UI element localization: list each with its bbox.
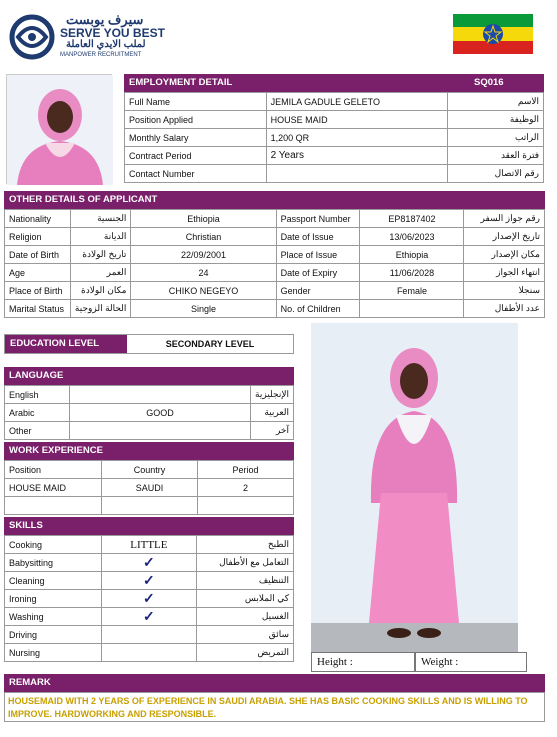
table-row [5, 572, 294, 590]
skills-section [4, 517, 294, 662]
skill-name-arabic: كي الملابس [197, 590, 294, 608]
education-section [4, 334, 294, 354]
table-row [5, 497, 294, 515]
logo-emblem-icon [8, 14, 56, 60]
table-row [5, 282, 545, 300]
field-label: Contract Period [125, 147, 267, 165]
field-label: Age [5, 264, 71, 282]
education-value: SECONDARY LEVEL [165, 339, 255, 349]
table-row [5, 246, 545, 264]
table-cell [5, 497, 102, 515]
field-label-arabic: انتهاء الجواز [464, 264, 545, 282]
skill-name-arabic: التنظيف [197, 572, 294, 590]
field-label-arabic: الحالة الزوجية [70, 300, 131, 318]
field-value: HOUSE MAID [266, 111, 448, 129]
employment-detail-section [124, 74, 544, 183]
logo-arabic-sub: لملب الايدي العاملة [66, 39, 146, 50]
employment-table [124, 92, 544, 183]
skill-name-arabic: التمريض [197, 644, 294, 662]
language-name-arabic: آخر [251, 422, 294, 440]
company-logo [8, 12, 168, 62]
field-label: Date of Issue [276, 228, 360, 246]
measurements [311, 652, 527, 672]
full-body-photo [311, 323, 518, 652]
field-label: Marital Status [5, 300, 71, 318]
table-row [5, 404, 294, 422]
education-label: EDUCATION LEVEL [5, 335, 127, 353]
field-label: Full Name [125, 93, 267, 111]
skill-name-arabic: الغسيل [197, 608, 294, 626]
table-row [5, 264, 545, 282]
field-value: 24 [131, 264, 276, 282]
table-row [5, 228, 545, 246]
skill-name-arabic: الطبخ [197, 536, 294, 554]
logo-arabic: سيرف يوبست [66, 12, 144, 27]
table-row [5, 554, 294, 572]
work-experience-section [4, 442, 294, 515]
language-table [4, 385, 294, 440]
table-row [125, 93, 544, 111]
skill-name: Cooking [5, 536, 102, 554]
table-cell: HOUSE MAID [5, 479, 102, 497]
language-section [4, 367, 294, 440]
field-label: Date of Birth [5, 246, 71, 264]
field-value: Single [131, 300, 276, 318]
skill-name-arabic: سائق [197, 626, 294, 644]
column-header: Position [5, 461, 102, 479]
reference-code: SQ016 [474, 77, 504, 88]
ethiopia-flag-icon [453, 14, 533, 54]
field-value: JEMILA GADULE GELETO [266, 93, 448, 111]
table-cell [198, 497, 294, 515]
work-experience-table [4, 460, 294, 515]
table-row [125, 129, 544, 147]
field-value: Ethiopia [131, 210, 276, 228]
field-label-arabic: عدد الأطفال [464, 300, 545, 318]
remark-title: REMARK [4, 674, 545, 692]
field-value: 1,200 QR [266, 129, 448, 147]
language-level: GOOD [70, 404, 251, 422]
field-label: Contact Number [125, 165, 267, 183]
skill-level [101, 626, 197, 644]
field-value: Ethiopia [360, 246, 464, 264]
table-row [125, 111, 544, 129]
checkmark-icon: ✓ [101, 608, 197, 626]
field-value: 13/06/2023 [360, 228, 464, 246]
applicant-photo [6, 74, 112, 184]
column-header: Country [102, 461, 198, 479]
table-row [5, 300, 545, 318]
skill-name: Driving [5, 626, 102, 644]
language-title: LANGUAGE [4, 367, 294, 385]
language-name: Other [5, 422, 70, 440]
weight-field [415, 652, 527, 672]
table-row [5, 590, 294, 608]
remark-section [4, 674, 545, 722]
field-value [266, 165, 448, 183]
field-label-arabic: سنجلا [464, 282, 545, 300]
field-label-arabic: رقم الاتصال [448, 165, 544, 183]
field-label: Passport Number [276, 210, 360, 228]
field-label-arabic: مكان الإصدار [464, 246, 545, 264]
work-experience-title: WORK EXPERIENCE [4, 442, 294, 460]
language-level [70, 386, 251, 404]
field-value: 22/09/2001 [131, 246, 276, 264]
field-label: No. of Children [276, 300, 360, 318]
skill-name: Cleaning [5, 572, 102, 590]
weight-label: Weight : [421, 656, 459, 668]
other-details-section [4, 191, 545, 318]
other-details-title: OTHER DETAILS OF APPLICANT [4, 191, 545, 209]
logo-name: SERVE YOU BEST [60, 26, 165, 40]
field-label-arabic: مكان الولادة [70, 282, 131, 300]
field-value: Female [360, 282, 464, 300]
field-label: Place of Issue [276, 246, 360, 264]
table-row [5, 608, 294, 626]
field-value: EP8187402 [360, 210, 464, 228]
language-name: English [5, 386, 70, 404]
table-row [5, 386, 294, 404]
field-label-arabic: الراتب [448, 129, 544, 147]
table-row [5, 422, 294, 440]
logo-sub: MANPOWER RECRUITMENT [60, 52, 142, 58]
field-label: Religion [5, 228, 71, 246]
field-label: Date of Expiry [276, 264, 360, 282]
language-name: Arabic [5, 404, 70, 422]
employment-title: EMPLOYMENT DETAIL [129, 77, 233, 88]
column-header: Period [198, 461, 294, 479]
skill-name: Ironing [5, 590, 102, 608]
checkmark-icon: ✓ [101, 554, 197, 572]
skill-level [101, 644, 197, 662]
skills-title: SKILLS [4, 517, 294, 535]
language-name-arabic: الإنجليزية [251, 386, 294, 404]
field-label: Place of Birth [5, 282, 71, 300]
field-label-arabic: الجنسية [70, 210, 131, 228]
field-label-arabic: الاسم [448, 93, 544, 111]
field-label-arabic: فترة العقد [448, 147, 544, 165]
field-label: Nationality [5, 210, 71, 228]
skill-name: Nursing [5, 644, 102, 662]
skill-level: LITTLE [101, 536, 197, 554]
field-label-arabic: تاريخ الولادة [70, 246, 131, 264]
checkmark-icon: ✓ [101, 572, 197, 590]
table-row [125, 147, 544, 165]
field-label-arabic: الديانة [70, 228, 131, 246]
table-row [5, 536, 294, 554]
table-row [125, 165, 544, 183]
skill-name: Washing [5, 608, 102, 626]
checkmark-icon: ✓ [101, 590, 197, 608]
skills-table [4, 535, 294, 662]
field-label-arabic: تاريخ الإصدار [464, 228, 545, 246]
field-value: Christian [131, 228, 276, 246]
field-label-arabic: رقم جواز السفر [464, 210, 545, 228]
table-row [5, 644, 294, 662]
field-value: 2 Years [266, 147, 448, 165]
field-label: Monthly Salary [125, 129, 267, 147]
table-header-row [5, 461, 294, 479]
skill-name-arabic: التعامل مع الأطفال [197, 554, 294, 572]
table-cell: 2 [198, 479, 294, 497]
field-value: CHIKO NEGEYO [131, 282, 276, 300]
height-label: Height : [317, 656, 353, 668]
remark-text: HOUSEMAID WITH 2 YEARS OF EXPERIENCE IN SAUDI ARABIA. SHE HAS BASIC COOKING SKILLS AND IS WILLING TO IMPROVE. HARDWORKING AND RESPONSIBLE. [4, 692, 545, 722]
table-row [5, 210, 545, 228]
table-cell [102, 497, 198, 515]
language-name-arabic: العربية [251, 404, 294, 422]
field-label: Position Applied [125, 111, 267, 129]
table-row [5, 626, 294, 644]
field-value [360, 300, 464, 318]
field-value: 11/06/2028 [360, 264, 464, 282]
employment-header [124, 74, 544, 92]
other-details-table [4, 209, 545, 318]
skill-name: Babysitting [5, 554, 102, 572]
field-label-arabic: العمر [70, 264, 131, 282]
height-field [311, 652, 415, 672]
table-row [5, 479, 294, 497]
language-level [70, 422, 251, 440]
field-label: Gender [276, 282, 360, 300]
table-cell: SAUDI [102, 479, 198, 497]
field-label-arabic: الوظيفة [448, 111, 544, 129]
